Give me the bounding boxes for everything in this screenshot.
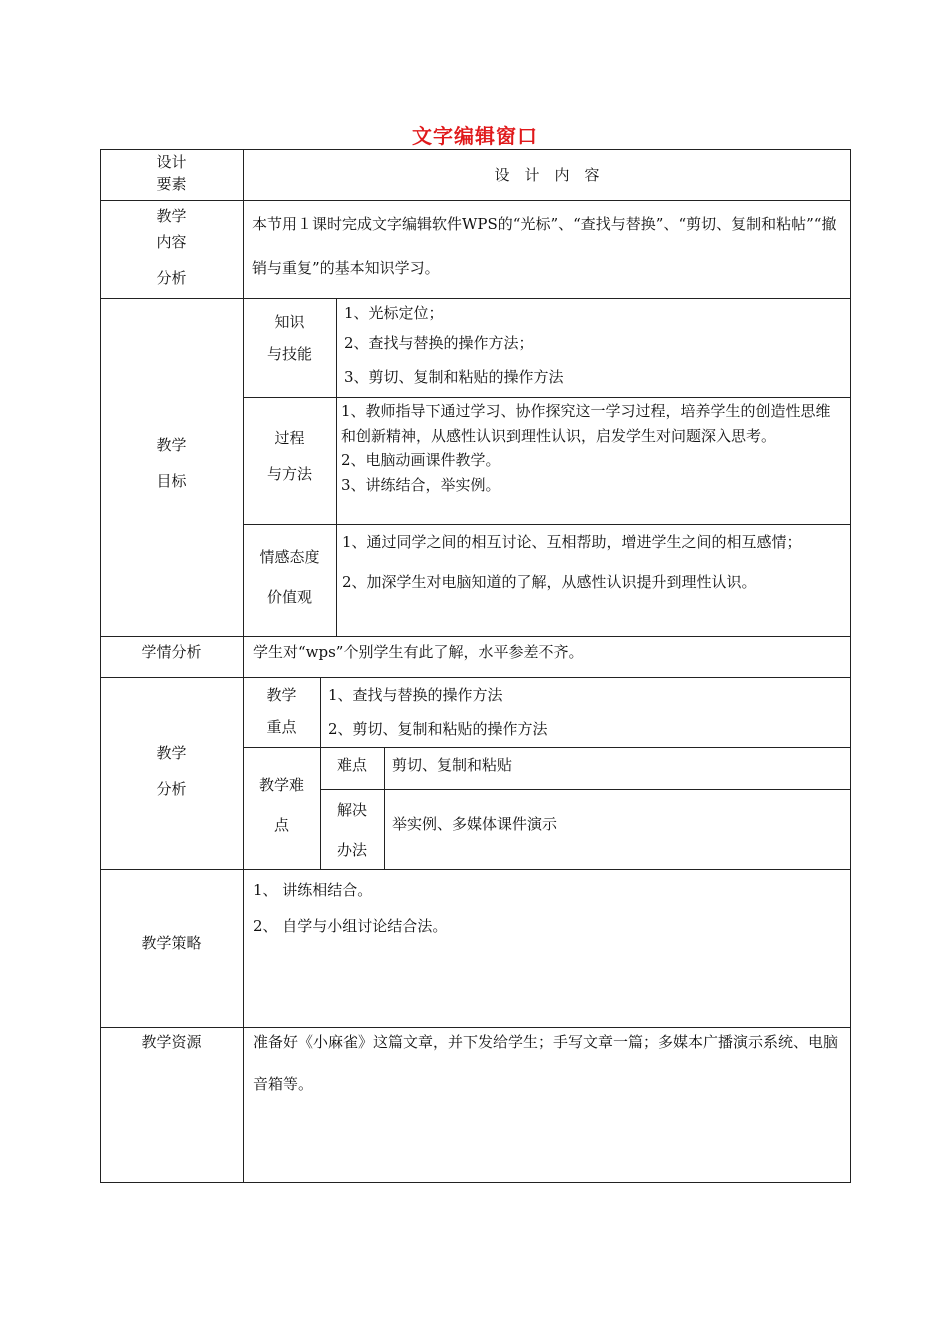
objectives-label-line1: 教学 bbox=[156, 436, 187, 454]
process-label-line2: 与方法 bbox=[266, 465, 312, 483]
column-divider bbox=[243, 149, 244, 1183]
knowledge-item: 2、查找与替换的操作方法； bbox=[344, 334, 534, 352]
knowledge-list bbox=[344, 298, 844, 392]
document-title: 文字编辑窗口 bbox=[412, 124, 538, 148]
row-divider bbox=[100, 200, 851, 201]
learner-analysis-text: 学生对“wps”个别学生有此了解，水平参差不齐。 bbox=[253, 643, 584, 661]
key-points-label-line2: 重点 bbox=[266, 718, 297, 736]
knowledge-item: 1、光标定位； bbox=[344, 304, 444, 322]
row-divider bbox=[243, 397, 851, 398]
emotion-label-line1: 情感态度 bbox=[259, 548, 320, 566]
key-points-label bbox=[243, 679, 320, 743]
knowledge-item: 3、剪切、复制和粘贴的操作方法 bbox=[344, 368, 564, 386]
header-label-line1: 设计 bbox=[156, 153, 187, 171]
header-content-label: 设 计 内 容 bbox=[494, 166, 600, 184]
row-divider bbox=[243, 747, 851, 748]
key-points-label-line1: 教学 bbox=[266, 686, 297, 704]
objectives-label-line2: 目标 bbox=[156, 472, 187, 490]
solution-label bbox=[320, 790, 384, 870]
process-label bbox=[243, 420, 336, 492]
teaching-analysis-label-line1: 教学 bbox=[156, 744, 187, 762]
row-divider bbox=[100, 636, 851, 637]
difficulty-group-label bbox=[243, 765, 320, 845]
key-point-item: 1、查找与替换的操作方法 bbox=[328, 686, 503, 704]
column-divider bbox=[384, 747, 385, 869]
content-analysis-text: 本节用１课时完成文字编辑软件WPS的“光标”、“查找与替换”、“剪切、复制和粘帖”“撤销与重复”的基本知识学习。 bbox=[252, 215, 837, 277]
strategy-list bbox=[253, 872, 843, 944]
difficulty-text: 剪切、复制和粘贴 bbox=[392, 756, 513, 774]
process-label-line1: 过程 bbox=[274, 429, 305, 447]
strategy-label: 教学策略 bbox=[141, 934, 202, 952]
emotion-list bbox=[342, 522, 844, 602]
content-analysis-label-line2: 内容 bbox=[156, 233, 187, 251]
header-label-line2: 要素 bbox=[156, 175, 187, 193]
difficulty-label: 难点 bbox=[336, 756, 367, 774]
difficulty-group-label-line2: 点 bbox=[273, 816, 289, 834]
teaching-analysis-label bbox=[100, 735, 243, 807]
resources-label: 教学资源 bbox=[141, 1033, 202, 1051]
resources-text: 准备好《小麻雀》这篇文章，并下发给学生；手写文章一篇；多媒本广播演示系统、电脑音箱等。 bbox=[253, 1033, 839, 1093]
solution-label-line1: 解决 bbox=[336, 801, 367, 819]
key-points-list bbox=[328, 678, 843, 746]
emotion-label bbox=[243, 537, 336, 617]
knowledge-label-line2: 与技能 bbox=[266, 345, 312, 363]
strategy-item: 1、 讲练相结合。 bbox=[253, 881, 373, 899]
knowledge-label bbox=[243, 306, 336, 370]
content-analysis-label-line1: 教学 bbox=[156, 207, 187, 225]
content-analysis-label bbox=[100, 203, 243, 291]
process-item: 1、教师指导下通过学习、协作探究这一学习过程，培养学生的创造性思维和创新精神，从感性认识到理性认识，启发学生对问题深入思考。 bbox=[341, 402, 831, 445]
solution-text: 举实例、多媒体课件演示 bbox=[392, 815, 558, 833]
knowledge-label-line1: 知识 bbox=[274, 313, 305, 331]
emotion-item: 1、通过同学之间的相互讨论、互相帮助，增进学生之间的相互感情； bbox=[342, 533, 802, 551]
process-item: 2、电脑动画课件教学。 bbox=[341, 451, 501, 469]
row-divider bbox=[100, 869, 851, 870]
key-point-item: 2、剪切、复制和粘贴的操作方法 bbox=[328, 720, 548, 738]
header-label-cell bbox=[100, 151, 243, 195]
emotion-item: 2、加深学生对电脑知道的了解，从感性认识提升到理性认识。 bbox=[342, 573, 757, 591]
strategy-item: 2、 自学与小组讨论结合法。 bbox=[253, 917, 448, 935]
emotion-label-line2: 价值观 bbox=[266, 588, 312, 606]
learner-analysis-label: 学情分析 bbox=[141, 643, 202, 661]
column-divider bbox=[320, 677, 321, 747]
difficulty-group-label-line1: 教学难 bbox=[258, 776, 304, 794]
process-item: 3、讲练结合，举实例。 bbox=[341, 475, 501, 494]
process-list bbox=[341, 399, 843, 497]
content-analysis-label-line3: 分析 bbox=[156, 269, 187, 287]
solution-label-line2: 办法 bbox=[336, 841, 367, 859]
objectives-label bbox=[100, 427, 243, 499]
teaching-analysis-label-line2: 分析 bbox=[156, 780, 187, 798]
column-divider bbox=[336, 298, 337, 636]
row-divider bbox=[320, 789, 851, 790]
